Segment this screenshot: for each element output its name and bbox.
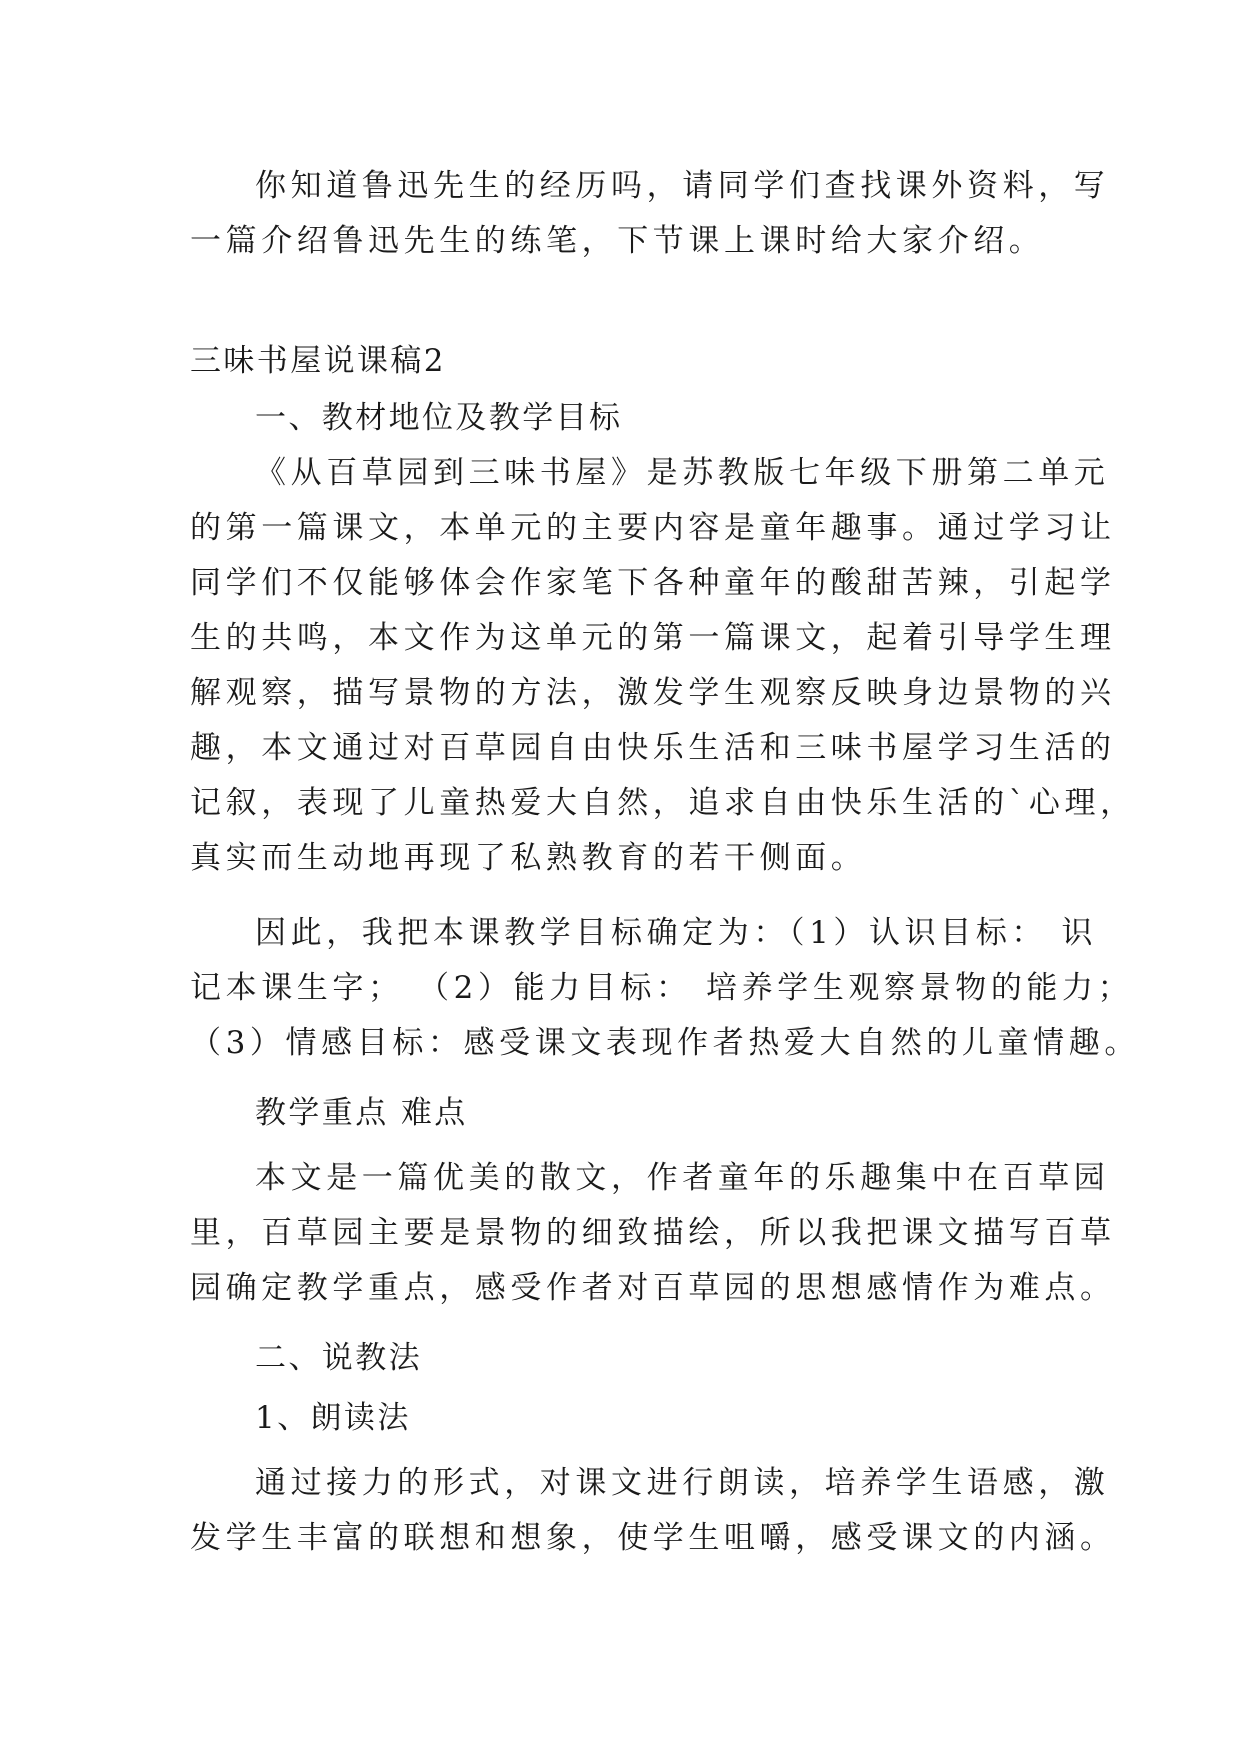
heading-teaching-method: 二、说教法 <box>255 1340 422 1376</box>
para1-line-4: 生的共鸣，本文作为这单元的第一篇课文，起着引导学生理 <box>190 620 1116 656</box>
para3-line-2: 里，百草园主要是景物的细致描绘，所以我把课文描写百草 <box>190 1215 1116 1251</box>
para1-line-1: 《从百草园到三味书屋》是苏教版七年级下册第二单元 <box>255 455 1110 491</box>
para3-line-3: 园确定教学重点，感受作者对百草园的思想感情作为难点。 <box>190 1270 1116 1306</box>
para4-line-1: 通过接力的形式，对课文进行朗读，培养学生语感，激 <box>255 1465 1110 1501</box>
para1-line-8: 真实而生动地再现了私熟教育的若干侧面。 <box>190 840 867 876</box>
para2-line-1: 因此，我把本课教学目标确定为：（1）认识目标： 识 <box>255 915 1098 951</box>
section-title: 三味书屋说课稿2 <box>190 343 446 379</box>
para3-line-1: 本文是一篇优美的散文，作者童年的乐趣集中在百草园 <box>255 1160 1110 1196</box>
para1-line-6: 趣，本文通过对百草园自由快乐生活和三味书屋学习生活的 <box>190 730 1116 766</box>
heading-teaching-material: 一、教材地位及教学目标 <box>255 400 623 436</box>
para1-line-7: 记叙，表现了儿童热爱大自然，追求自由快乐生活的`心理， <box>190 785 1136 821</box>
para1-line-5: 解观察，描写景物的方法，激发学生观察反映身边景物的兴 <box>190 675 1116 711</box>
para2-line-3: （3）情感目标：感受课文表现作者热爱大自然的儿童情趣。 <box>190 1025 1140 1061</box>
para4-line-2: 发学生丰富的联想和想象，使学生咀嚼，感受课文的内涵。 <box>190 1520 1116 1556</box>
heading-key-points: 教学重点 难点 <box>255 1095 468 1131</box>
heading-reading-method: 1、朗读法 <box>255 1400 411 1436</box>
para1-line-2: 的第一篇课文，本单元的主要内容是童年趣事。通过学习让 <box>190 510 1116 546</box>
para1-line-3: 同学们不仅能够体会作家笔下各种童年的酸甜苦辣，引起学 <box>190 565 1116 601</box>
para2-line-2: 记本课生字； （2）能力目标： 培养学生观察景物的能力； <box>190 970 1134 1006</box>
intro-line-1: 你知道鲁迅先生的经历吗，请同学们查找课外资料，写 <box>255 168 1110 204</box>
intro-line-2: 一篇介绍鲁迅先生的练笔，下节课上课时给大家介绍。 <box>190 223 1045 259</box>
